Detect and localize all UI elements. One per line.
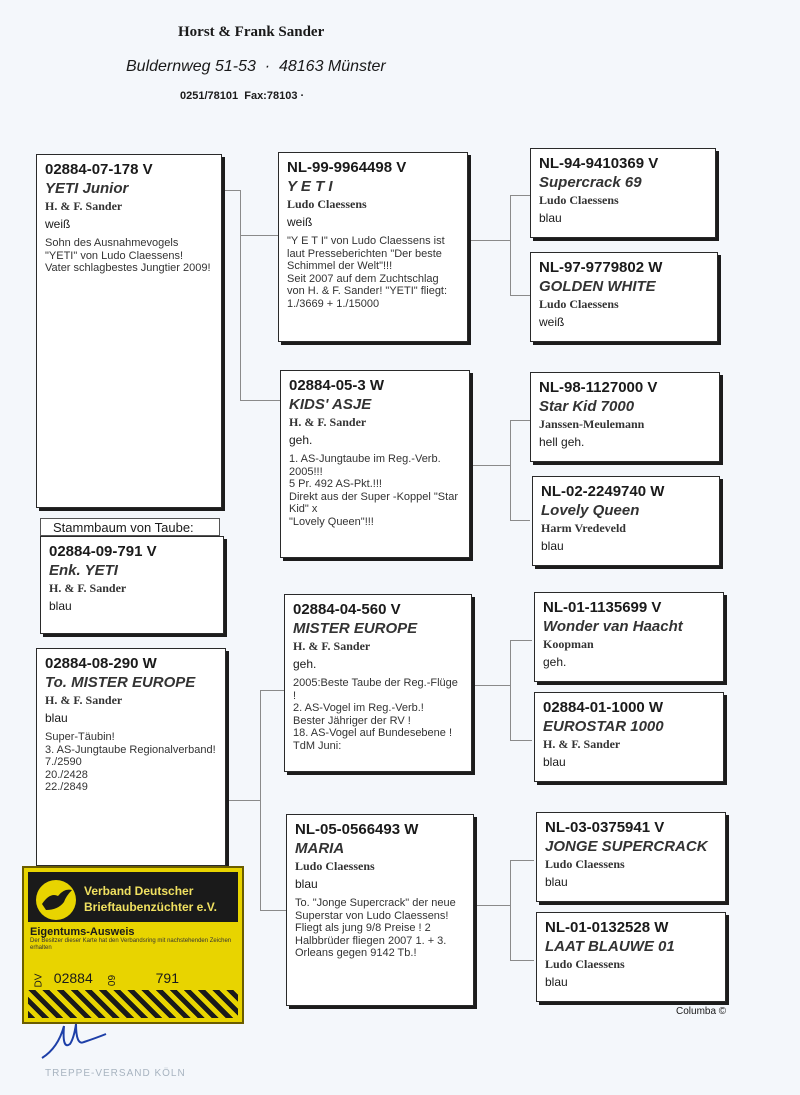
pigeon-name: Enk. YETI <box>49 562 118 579</box>
stamp-club: 02884 <box>53 970 93 986</box>
stamp-title: Eigentums-Ausweis <box>30 926 135 938</box>
pigeon-card-sire-sire <box>278 152 468 342</box>
pigeon-card-gen3 <box>536 812 726 902</box>
connector <box>510 740 532 741</box>
pigeon-name: JONGE SUPERCRACK <box>545 838 708 855</box>
plumage-color: geh. <box>289 433 313 447</box>
plumage-color: blau <box>295 877 318 891</box>
ring-number: 02884-07-178 V <box>45 161 153 178</box>
pigeon-name: GOLDEN WHITE <box>539 278 656 295</box>
stamp-ring-number <box>32 970 234 990</box>
pigeon-card-subject <box>40 536 224 634</box>
connector <box>472 685 510 686</box>
plumage-color: blau <box>545 975 568 989</box>
pedigree-label: Stammbaum von Taube: <box>40 518 220 536</box>
pigeon-name: KIDS' ASJE <box>289 396 372 413</box>
pigeon-card-gen3 <box>534 592 724 682</box>
breeder: Ludo Claessens <box>295 859 375 873</box>
notes: 1. AS-Jungtaube im Reg.-Verb. 2005!!! 5 Pr. 492 AS-Pkt.!!! Direkt aus der Super -Koppel "Star Kid" x "Lovely Queen"!!! <box>289 453 458 528</box>
breeder: Ludo Claessens <box>287 197 367 211</box>
pigeon-card-sire-dam <box>280 370 470 558</box>
connector <box>260 910 286 911</box>
plumage-color: weiß <box>539 315 565 329</box>
plumage-color: blau <box>545 875 568 889</box>
ring-number: NL-01-0132528 W <box>545 919 669 936</box>
connector <box>470 240 510 241</box>
connector <box>510 295 530 296</box>
pigeon-card-gen3 <box>534 692 724 782</box>
ring-number: 02884-01-1000 W <box>543 699 664 716</box>
breeder: H. & F. Sander <box>543 737 621 751</box>
breeder: H. & F. Sander <box>289 415 367 429</box>
copyright: Columba © <box>676 1006 727 1017</box>
connector <box>510 195 511 295</box>
connector <box>474 905 510 906</box>
notes: Sohn des Ausnahmevogels "YETI" von Ludo Claessens! Vater schlagbestes Jungtier 2009! <box>45 237 211 274</box>
ring-number: NL-03-0375941 V <box>545 819 665 836</box>
pigeon-card-dam-sire <box>284 594 472 772</box>
breeder: Ludo Claessens <box>539 193 619 207</box>
notes: "Y E T I" von Ludo Claessens ist laut Presseberichten "Der beste Schimmel der Welt"!!! Seit 2007 auf dem Zuchtschlag von H. & F. Sander! "YETI" fliegt: 1./3669 + 1./15000 <box>287 235 448 310</box>
pigeon-name: MARIA <box>295 840 345 857</box>
ring-number: NL-01-1135699 V <box>543 599 662 616</box>
ring-number: NL-02-2249740 W <box>541 483 665 500</box>
plumage-color: blau <box>45 711 68 725</box>
ring-number: NL-99-9964498 V <box>287 159 407 176</box>
pigeon-name: To. MISTER EUROPE <box>45 674 196 691</box>
ring-number: 02884-04-560 V <box>293 601 401 618</box>
ring-number: 02884-09-791 V <box>49 543 157 560</box>
connector <box>240 190 241 400</box>
connector <box>228 800 260 801</box>
breeder: Koopman <box>543 637 594 651</box>
breeder: Janssen-Meulemann <box>539 417 645 431</box>
connector <box>510 960 534 961</box>
ring-number: NL-94-9410369 V <box>539 155 659 172</box>
connector <box>510 195 530 196</box>
stamp-pattern <box>28 990 238 1018</box>
pigeon-name: YETI Junior <box>45 180 129 197</box>
plumage-color: hell geh. <box>539 435 585 449</box>
plumage-color: blau <box>541 539 564 553</box>
pigeon-card-gen3 <box>530 252 718 342</box>
stamp-number: 791 <box>155 970 179 986</box>
connector <box>510 640 532 641</box>
stamp-header <box>28 872 238 922</box>
connector <box>510 860 511 960</box>
connector <box>260 690 261 910</box>
connector <box>260 690 286 691</box>
plumage-color: blau <box>543 755 566 769</box>
connector <box>240 400 280 401</box>
ring-number: NL-05-0566493 W <box>295 821 419 838</box>
breeder: H. & F. Sander <box>49 581 127 595</box>
pigeon-name: Star Kid 7000 <box>539 398 635 415</box>
connector <box>470 465 510 466</box>
ring-number: 02884-05-3 W <box>289 377 385 394</box>
stamp-org-line2: Brieftaubenzüchter e.V. <box>84 900 217 914</box>
plumage-color: blau <box>539 211 562 225</box>
stamp-prefix: DV <box>33 973 45 988</box>
pigeon-card-gen3 <box>530 372 720 462</box>
plumage-color: weiß <box>45 217 71 231</box>
pigeon-name: Supercrack 69 <box>539 174 642 191</box>
notes: 2005:Beste Taube der Reg.-Flüge ! 2. AS-Vogel im Reg.-Verb.! Bester Jähriger der RV ! 18. AS-Vogel auf Bundesebene ! TdM Juni: <box>293 677 458 752</box>
pigeon-card-dam <box>36 648 226 866</box>
plumage-color: blau <box>49 599 72 613</box>
breeder: H. & F. Sander <box>45 199 123 213</box>
stamp-year: 09 <box>106 974 118 987</box>
plumage-color: geh. <box>543 655 567 669</box>
pigeon-logo-icon <box>36 880 76 920</box>
connector <box>240 235 280 236</box>
connector <box>510 420 530 421</box>
signature <box>40 1020 110 1070</box>
ring-number: NL-97-9779802 W <box>539 259 663 276</box>
phone-fax: 0251/78101 Fax:78103 · <box>180 90 305 102</box>
stamp-org-line1: Verband Deutscher <box>84 884 194 898</box>
stamp-body <box>30 926 236 966</box>
pigeon-card-sire <box>36 154 222 508</box>
breeder: Harm Vredeveld <box>541 521 626 535</box>
notes: Super-Täubin! 3. AS-Jungtaube Regionalverband! 7./2590 20./2428 22./2849 <box>45 731 216 793</box>
stamp-small-text: Der Besitzer dieser Karte hat den Verbandsring mit nachstehenden Zeichen erhalten <box>30 938 232 951</box>
ring-number: 02884-08-290 W <box>45 655 157 672</box>
breeder: H. & F. Sander <box>45 693 123 707</box>
ownership-stamp <box>22 866 244 1024</box>
connector <box>225 190 241 191</box>
pigeon-name: Wonder van Haacht <box>543 618 683 635</box>
pigeon-name: MISTER EUROPE <box>293 620 418 637</box>
breeder: H. & F. Sander <box>293 639 371 653</box>
pigeon-name: Lovely Queen <box>541 502 640 519</box>
breeder: Ludo Claessens <box>545 857 625 871</box>
connector <box>510 640 511 740</box>
connector <box>510 520 530 521</box>
pigeon-name: EUROSTAR 1000 <box>543 718 664 735</box>
connector <box>510 860 534 861</box>
pigeon-name: LAAT BLAUWE 01 <box>545 938 675 955</box>
address: Buldernweg 51-53 · 48163 Münster <box>126 58 386 75</box>
pigeon-name: Y E T I <box>287 178 333 195</box>
breeder: Ludo Claessens <box>539 297 619 311</box>
breeder: Ludo Claessens <box>545 957 625 971</box>
notes: To. "Jonge Supercrack" der neue Superstar von Ludo Claessens! Fliegt als jung 9/8 Preise ! 2 Halbbrüder fliegen 2007 1. + 3. Orleans gegen 9142 Tb.! <box>295 897 456 959</box>
connector <box>510 420 511 520</box>
pigeon-card-dam-dam <box>286 814 474 1006</box>
pigeon-card-gen3 <box>532 476 720 566</box>
plumage-color: geh. <box>293 657 317 671</box>
ring-number: NL-98-1127000 V <box>539 379 658 396</box>
pigeon-card-gen3 <box>530 148 716 238</box>
pigeon-card-gen3 <box>536 912 726 1002</box>
printer-footer: TREPPE-VERSAND KÖLN <box>45 1068 186 1079</box>
plumage-color: weiß <box>287 215 313 229</box>
owner-name: Horst & Frank Sander <box>178 24 325 40</box>
